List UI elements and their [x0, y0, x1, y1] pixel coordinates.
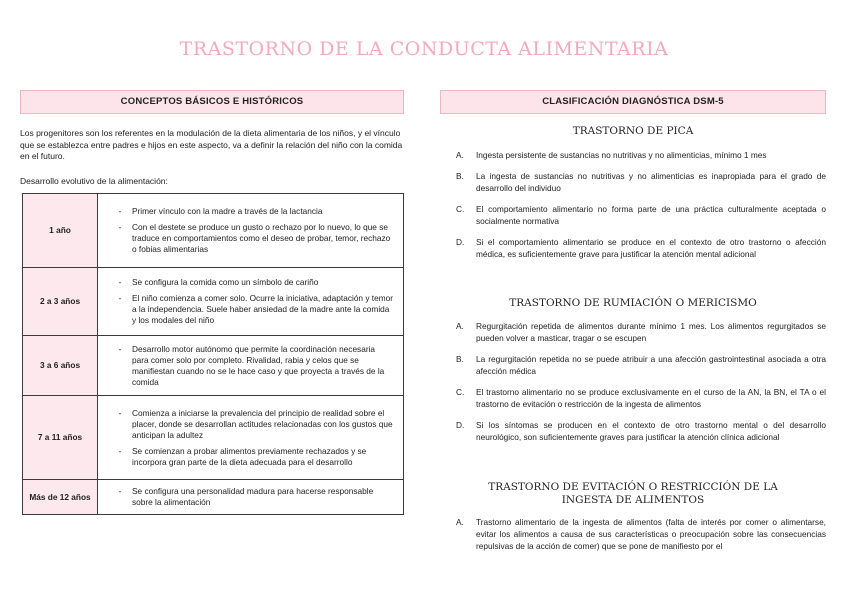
list-item: B. La ingesta de sustancias no nutritivas y no alimenticias es inapropiada para el grado de desarrollo del individuo [456, 171, 826, 193]
table-row [23, 268, 404, 336]
list-item: - El niño comienza a comer solo. Ocurre la iniciativa, adaptación y temor a la independencia. Suele haber ansiedad de la madre ante la comida y los modales del niño [118, 293, 394, 325]
section-header-clasificacion: CLASIFICACIÓN DIAGNÓSTICA DSM-5 [440, 90, 826, 114]
list-item: - Se comienzan a probar alimentos previamente rechazados y se incorpora gran parte de la dieta adecuada para el desarrollo [118, 445, 367, 467]
list-item: D. Si el comportamiento alimentario se produce en el contexto de otro trastorno o afección médica, es suficientemente grave para justificar la atención mental adicional [456, 237, 826, 259]
development-table [22, 193, 404, 515]
table-row [23, 396, 404, 480]
list-item: A. Regurgitación repetida de alimentos durante mínimo 1 mes. Los alimentos regurgitados se pueden volver a masticar, tragar o se escupen [456, 321, 826, 343]
description-cell [98, 336, 404, 396]
criteria-list-evitacion [456, 516, 826, 561]
criteria-list-pica [456, 149, 826, 269]
description-cell [98, 268, 404, 336]
description-cell [98, 480, 404, 515]
table-row [23, 194, 404, 268]
list-item: - Primer vínculo con la madre a través de la lactancia [118, 206, 323, 216]
list-item: D. Si los síntomas se producen en el contexto de otro trastorno mental o del desarrollo neurológico, son suficientemente graves para justificar la atención clínica adicional [456, 420, 826, 442]
section-header-conceptos: CONCEPTOS BÁSICOS E HISTÓRICOS [20, 90, 404, 114]
description-cell [98, 194, 404, 268]
age-cell: Más de 12 años [23, 480, 98, 515]
disorder-title-pica: TRASTORNO DE PICA [572, 125, 694, 137]
disorder-title-rumiacion: TRASTORNO DE RUMIACIÓN O MERICISMO [509, 297, 757, 309]
list-item: - Comienza a iniciarse la prevalencia del principio de realidad sobre el placer, donde se desarrollan actitudes relacionadas con los gustos que anticipan la adultez [118, 407, 393, 440]
criteria-list-rumiacion [456, 320, 826, 452]
description-cell [98, 396, 404, 480]
age-cell: 1 año [23, 194, 98, 268]
intro-paragraph: Los progenitores son los referentes en la modulación de la dieta alimentaria de los niños, y el vínculo que se establezca entre padres e hijos en este aspecto, va a definir la relación del niño con la comida en el futuro. [20, 128, 403, 161]
age-cell: 3 a 6 años [23, 336, 98, 396]
table-row [23, 336, 404, 396]
list-item: A. Trastorno alimentario de la ingesta de alimentos (falta de interés por comer o alimentarse, evitar los alimentos a causa de sus características o preocupación sobre las consecuencias repulsivas de la acción de comer) que se pone de manifiesto por el [456, 517, 826, 551]
age-cell: 2 a 3 años [23, 268, 98, 336]
disorder-title-evitacion: TRASTORNO DE EVITACIÓN O RESTRICCIÓN DE LA INGESTA DE ALIMENTOS [488, 481, 778, 506]
age-cell: 7 a 11 años [23, 396, 98, 480]
development-label: Desarrollo evolutivo de la alimentación: [20, 176, 168, 186]
list-item: - Desarrollo motor autónomo que permite la coordinación necesaria para comer solo por completo. Rivalidad, rabia y celos que se manifiestan cuando no se le hace caso y que proyecta a través de la comida [118, 343, 385, 387]
list-item: - Se configura una personalidad madura para hacerse responsable sobre la alimentación [118, 486, 374, 507]
list-item: - Con el destete se produce un gusto o rechazo por lo nuevo, lo que se traduce en comportamientos como el deseo de probar, temor, rechazo o fobias alimentarias [118, 222, 391, 254]
list-item: - Se configura la comida como un símbolo de cariño [118, 277, 319, 287]
list-item: C. El trastorno alimentario no se produce exclusivamente en el curso de la AN, la BN, el TA o el trastorno de evitación o restricción de la ingesta de alimentos [456, 387, 826, 409]
list-item: B. La regurgitación repetida no se puede atribuir a una afección gastrointestinal asociada a otra afección médica [456, 354, 826, 376]
page-title: TRASTORNO DE LA CONDUCTA ALIMENTARIA [179, 38, 669, 60]
table-row [23, 480, 404, 515]
list-item: A. Ingesta persistente de sustancias no nutritivas y no alimenticias, mínimo 1 mes [456, 150, 767, 160]
list-item: C. El comportamiento alimentario no forma parte de una práctica culturalmente aceptada o socialmente normativa [456, 204, 826, 226]
